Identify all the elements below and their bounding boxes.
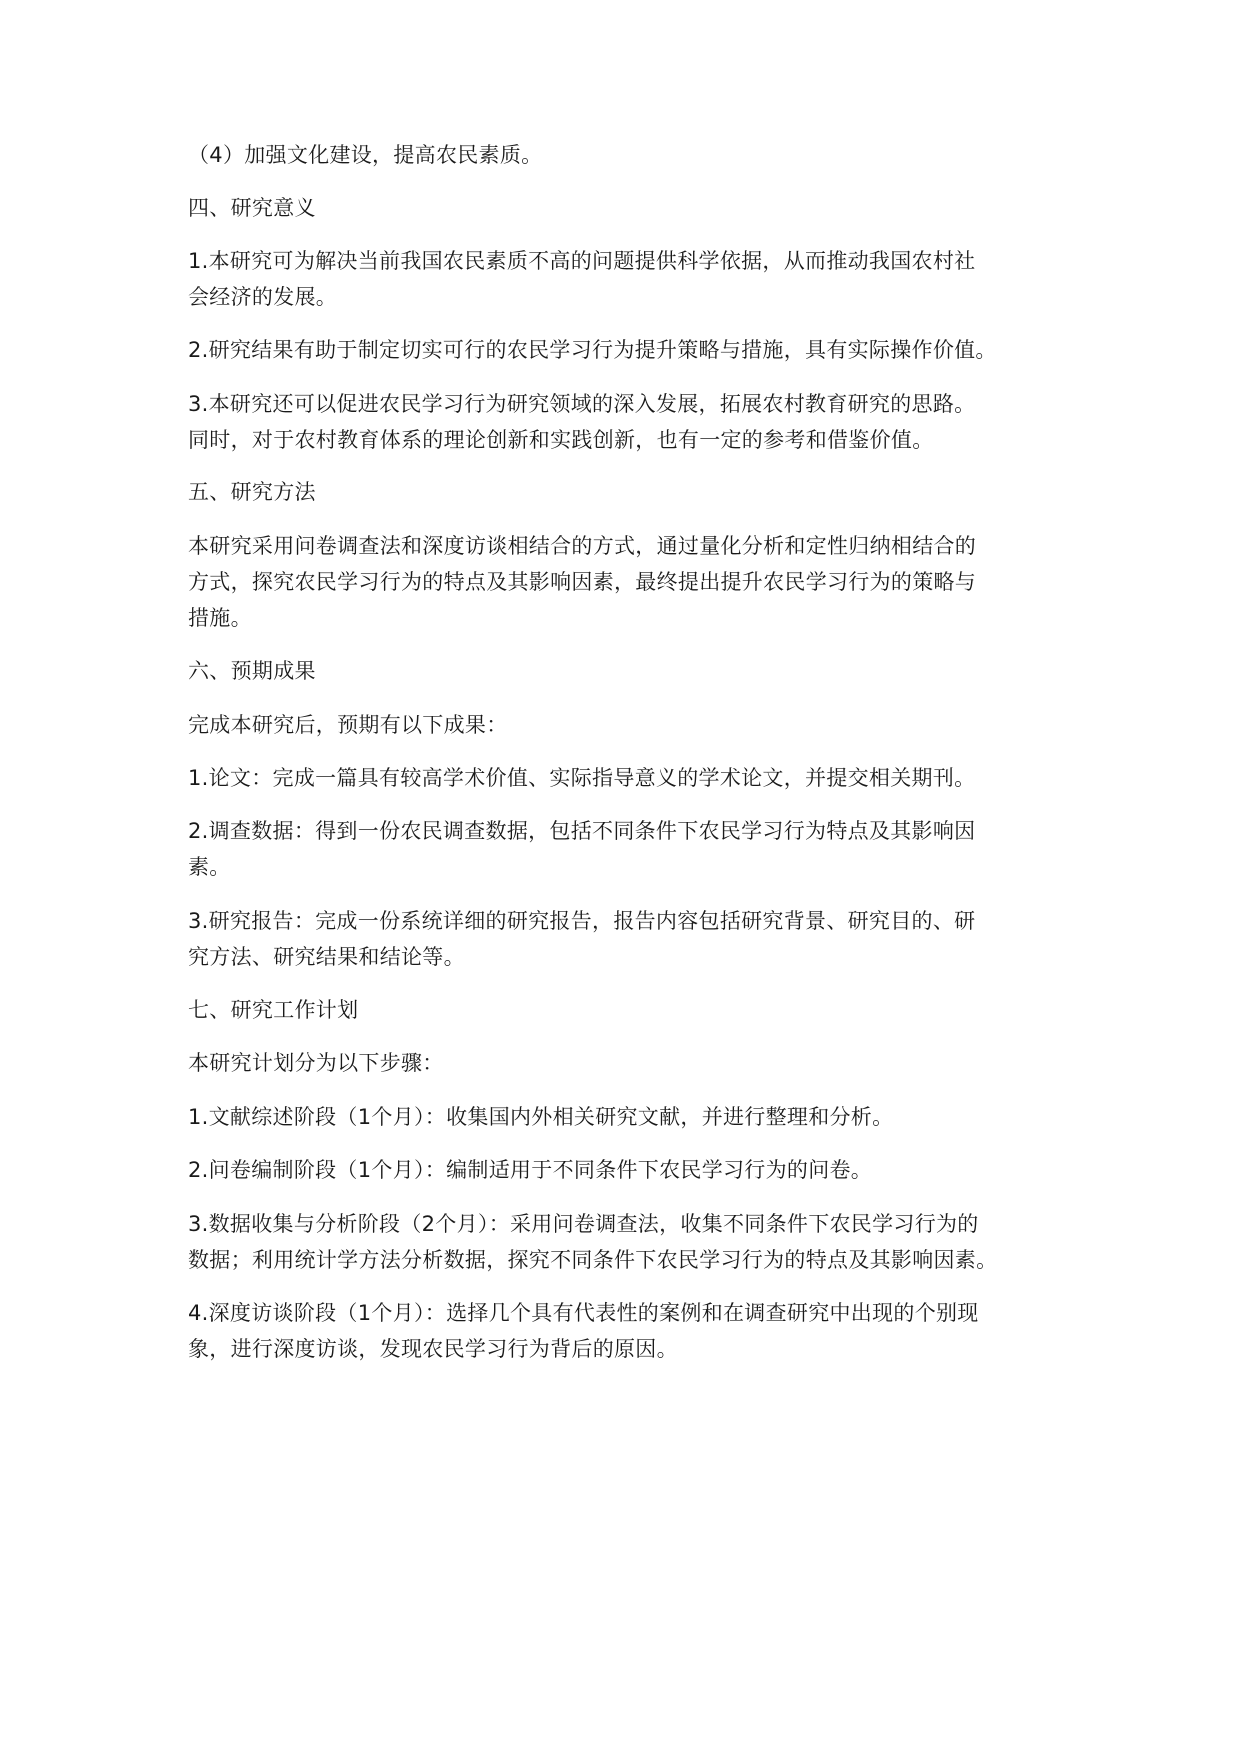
text-line: 五、研究方法 <box>188 480 316 504</box>
plan-step-2 <box>188 1152 1088 1188</box>
text-line: 六、预期成果 <box>188 659 316 683</box>
text-line: 3.数据收集与分析阶段（2个月）：采用问卷调查法，收集不同条件下农民学习行为的 <box>188 1212 979 1236</box>
results-item-1 <box>188 760 1088 796</box>
text-line: 2.研究结果有助于制定切实可行的农民学习行为提升策略与措施，具有实际操作价值。 <box>188 338 997 362</box>
significance-item-1 <box>188 243 1088 315</box>
text-line: 措施。 <box>188 606 252 630</box>
results-item-3 <box>188 903 1088 975</box>
text-line: 数据；利用统计学方法分析数据，探究不同条件下农民学习行为的特点及其影响因素。 <box>188 1248 998 1272</box>
text-line: 会经济的发展。 <box>188 285 338 309</box>
text-line: 本研究计划分为以下步骤： <box>188 1051 444 1075</box>
text-line: 3.研究报告：完成一份系统详细的研究报告，报告内容包括研究背景、研究目的、研 <box>188 909 976 933</box>
text-line: 素。 <box>188 855 231 879</box>
text-line: 2.问卷编制阶段（1个月）：编制适用于不同条件下农民学习行为的问卷。 <box>188 1158 873 1182</box>
text-line: 同时，对于农村教育体系的理论创新和实践创新，也有一定的参考和借鉴价值。 <box>188 428 934 452</box>
text-line: 1.本研究可为解决当前我国农民素质不高的问题提供科学依据，从而推动我国农村社 <box>188 249 976 273</box>
plan-intro <box>188 1045 1088 1081</box>
plan-step-3 <box>188 1206 1088 1278</box>
item-4-culture <box>188 137 1088 173</box>
text-line: 本研究采用问卷调查法和深度访谈相结合的方式，通过量化分析和定性归纳相结合的 <box>188 534 977 558</box>
text-line: 1.文献综述阶段（1个月）：收集国内外相关研究文献，并进行整理和分析。 <box>188 1105 894 1129</box>
method-paragraph <box>188 528 1088 636</box>
section-heading-work-plan <box>188 992 1088 1028</box>
section-heading-method <box>188 474 1088 510</box>
plan-step-4 <box>188 1295 1088 1367</box>
section-heading-significance <box>188 190 1088 226</box>
significance-item-3 <box>188 386 1088 458</box>
significance-item-2 <box>188 332 1088 368</box>
text-line: 象，进行深度访谈，发现农民学习行为背后的原因。 <box>188 1337 678 1361</box>
text-line: 1.论文：完成一篇具有较高学术价值、实际指导意义的学术论文，并提交相关期刊。 <box>188 766 976 790</box>
section-heading-expected-results <box>188 653 1088 689</box>
results-intro <box>188 707 1088 743</box>
results-item-2 <box>188 813 1088 885</box>
text-line: 完成本研究后，预期有以下成果： <box>188 713 508 737</box>
plan-step-1 <box>188 1099 1088 1135</box>
text-line: 七、研究工作计划 <box>188 998 359 1022</box>
text-line: 4.深度访谈阶段（1个月）：选择几个具有代表性的案例和在调查研究中出现的个别现 <box>188 1301 979 1325</box>
text-line: 四、研究意义 <box>188 196 316 220</box>
text-line: （4）加强文化建设，提高农民素质。 <box>188 143 543 167</box>
text-line: 3.本研究还可以促进农民学习行为研究领域的深入发展，拓展农村教育研究的思路。 <box>188 392 976 416</box>
text-line: 方式，探究农民学习行为的特点及其影响因素，最终提出提升农民学习行为的策略与 <box>188 570 977 594</box>
text-line: 究方法、研究结果和结论等。 <box>188 945 465 969</box>
text-line: 2.调查数据：得到一份农民调查数据，包括不同条件下农民学习行为特点及其影响因 <box>188 819 976 843</box>
